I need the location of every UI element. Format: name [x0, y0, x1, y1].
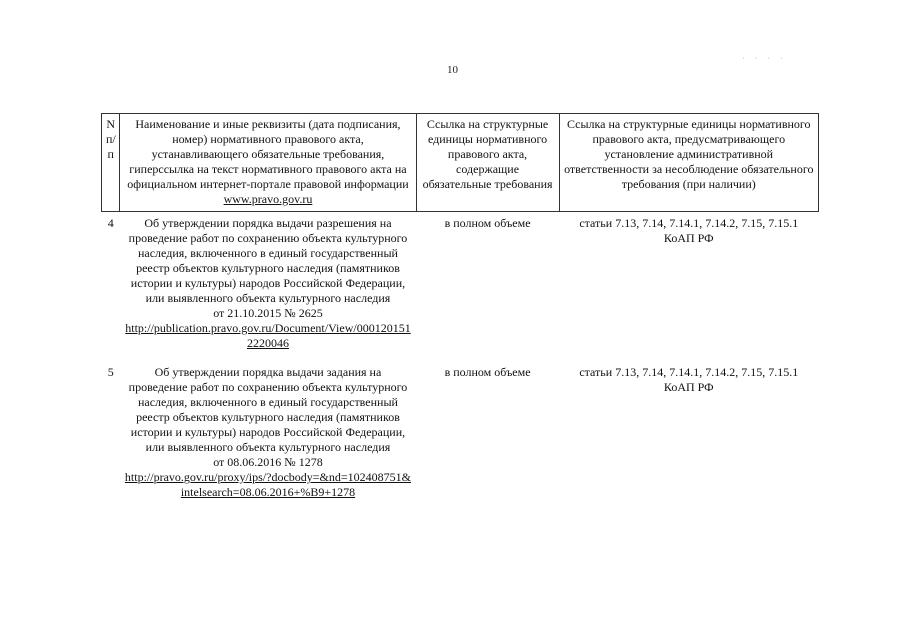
row-date: от 21.10.2015 № 2625: [213, 306, 323, 320]
table-row: [102, 361, 819, 510]
row-name-cell: [120, 361, 416, 510]
requirements-table: [101, 113, 819, 510]
header-name-text: Наименование и иные реквизиты (дата подписания, номер) нормативного правового акта, устанавливающего обязательные требования, гиперссылка на текст нормативного правового акта на официальном интернет-портале правовой информации: [127, 117, 409, 191]
header-ref: Ссылка на структурные единицы нормативного правового акта, содержащие обязательные требования: [416, 114, 559, 212]
header-adm: Ссылка на структурные единицы нормативного правового акта, предусматривающего установление административной ответственности за несоблюдение обязательного требования (при наличии): [559, 114, 818, 212]
header-num: N п/п: [102, 114, 120, 212]
header-name-link[interactable]: www.pravo.gov.ru: [223, 192, 313, 206]
scan-marks: · · · ·: [742, 54, 787, 63]
row-title: Об утверждении порядка выдачи задания на проведение работ по сохранению объекта культурного наследия, включенного в единый государственный реестр объектов культурного наследия (памятников истории и культуры) народов Российской Федерации, или выявленного объекта культурного наследия: [128, 365, 408, 454]
table-row: [102, 212, 819, 362]
row-link[interactable]: http://publication.pravo.gov.ru/Document/View/0001201512220046: [125, 321, 411, 350]
header-name: [120, 114, 416, 212]
row-adm: статьи 7.13, 7.14, 7.14.1, 7.14.2, 7.15, 7.15.1 КоАП РФ: [579, 216, 799, 245]
row-ref: в полном объеме: [444, 216, 531, 230]
row-date: от 08.06.2016 № 1278: [213, 455, 323, 469]
row-num: 4: [107, 216, 114, 230]
row-adm: статьи 7.13, 7.14, 7.14.1, 7.14.2, 7.15, 7.15.1 КоАП РФ: [579, 365, 799, 394]
page-number: 10: [447, 64, 458, 76]
row-link[interactable]: http://pravo.gov.ru/proxy/ips/?docbody=&nd=102408751&intelsearch=08.06.2016+%B9+1278: [124, 470, 411, 499]
row-ref: в полном объеме: [444, 365, 531, 379]
row-title: Об утверждении порядка выдачи разрешения на проведение работ по сохранению объекта культурного наследия, включенного в единый государственный реестр объектов культурного наследия (памятников истории и культуры) народов Российской Федерации, или выявленного объекта культурного наследия: [128, 216, 408, 305]
row-name-cell: [120, 212, 416, 362]
row-num: 5: [107, 365, 114, 379]
table-header-row: [102, 114, 819, 212]
